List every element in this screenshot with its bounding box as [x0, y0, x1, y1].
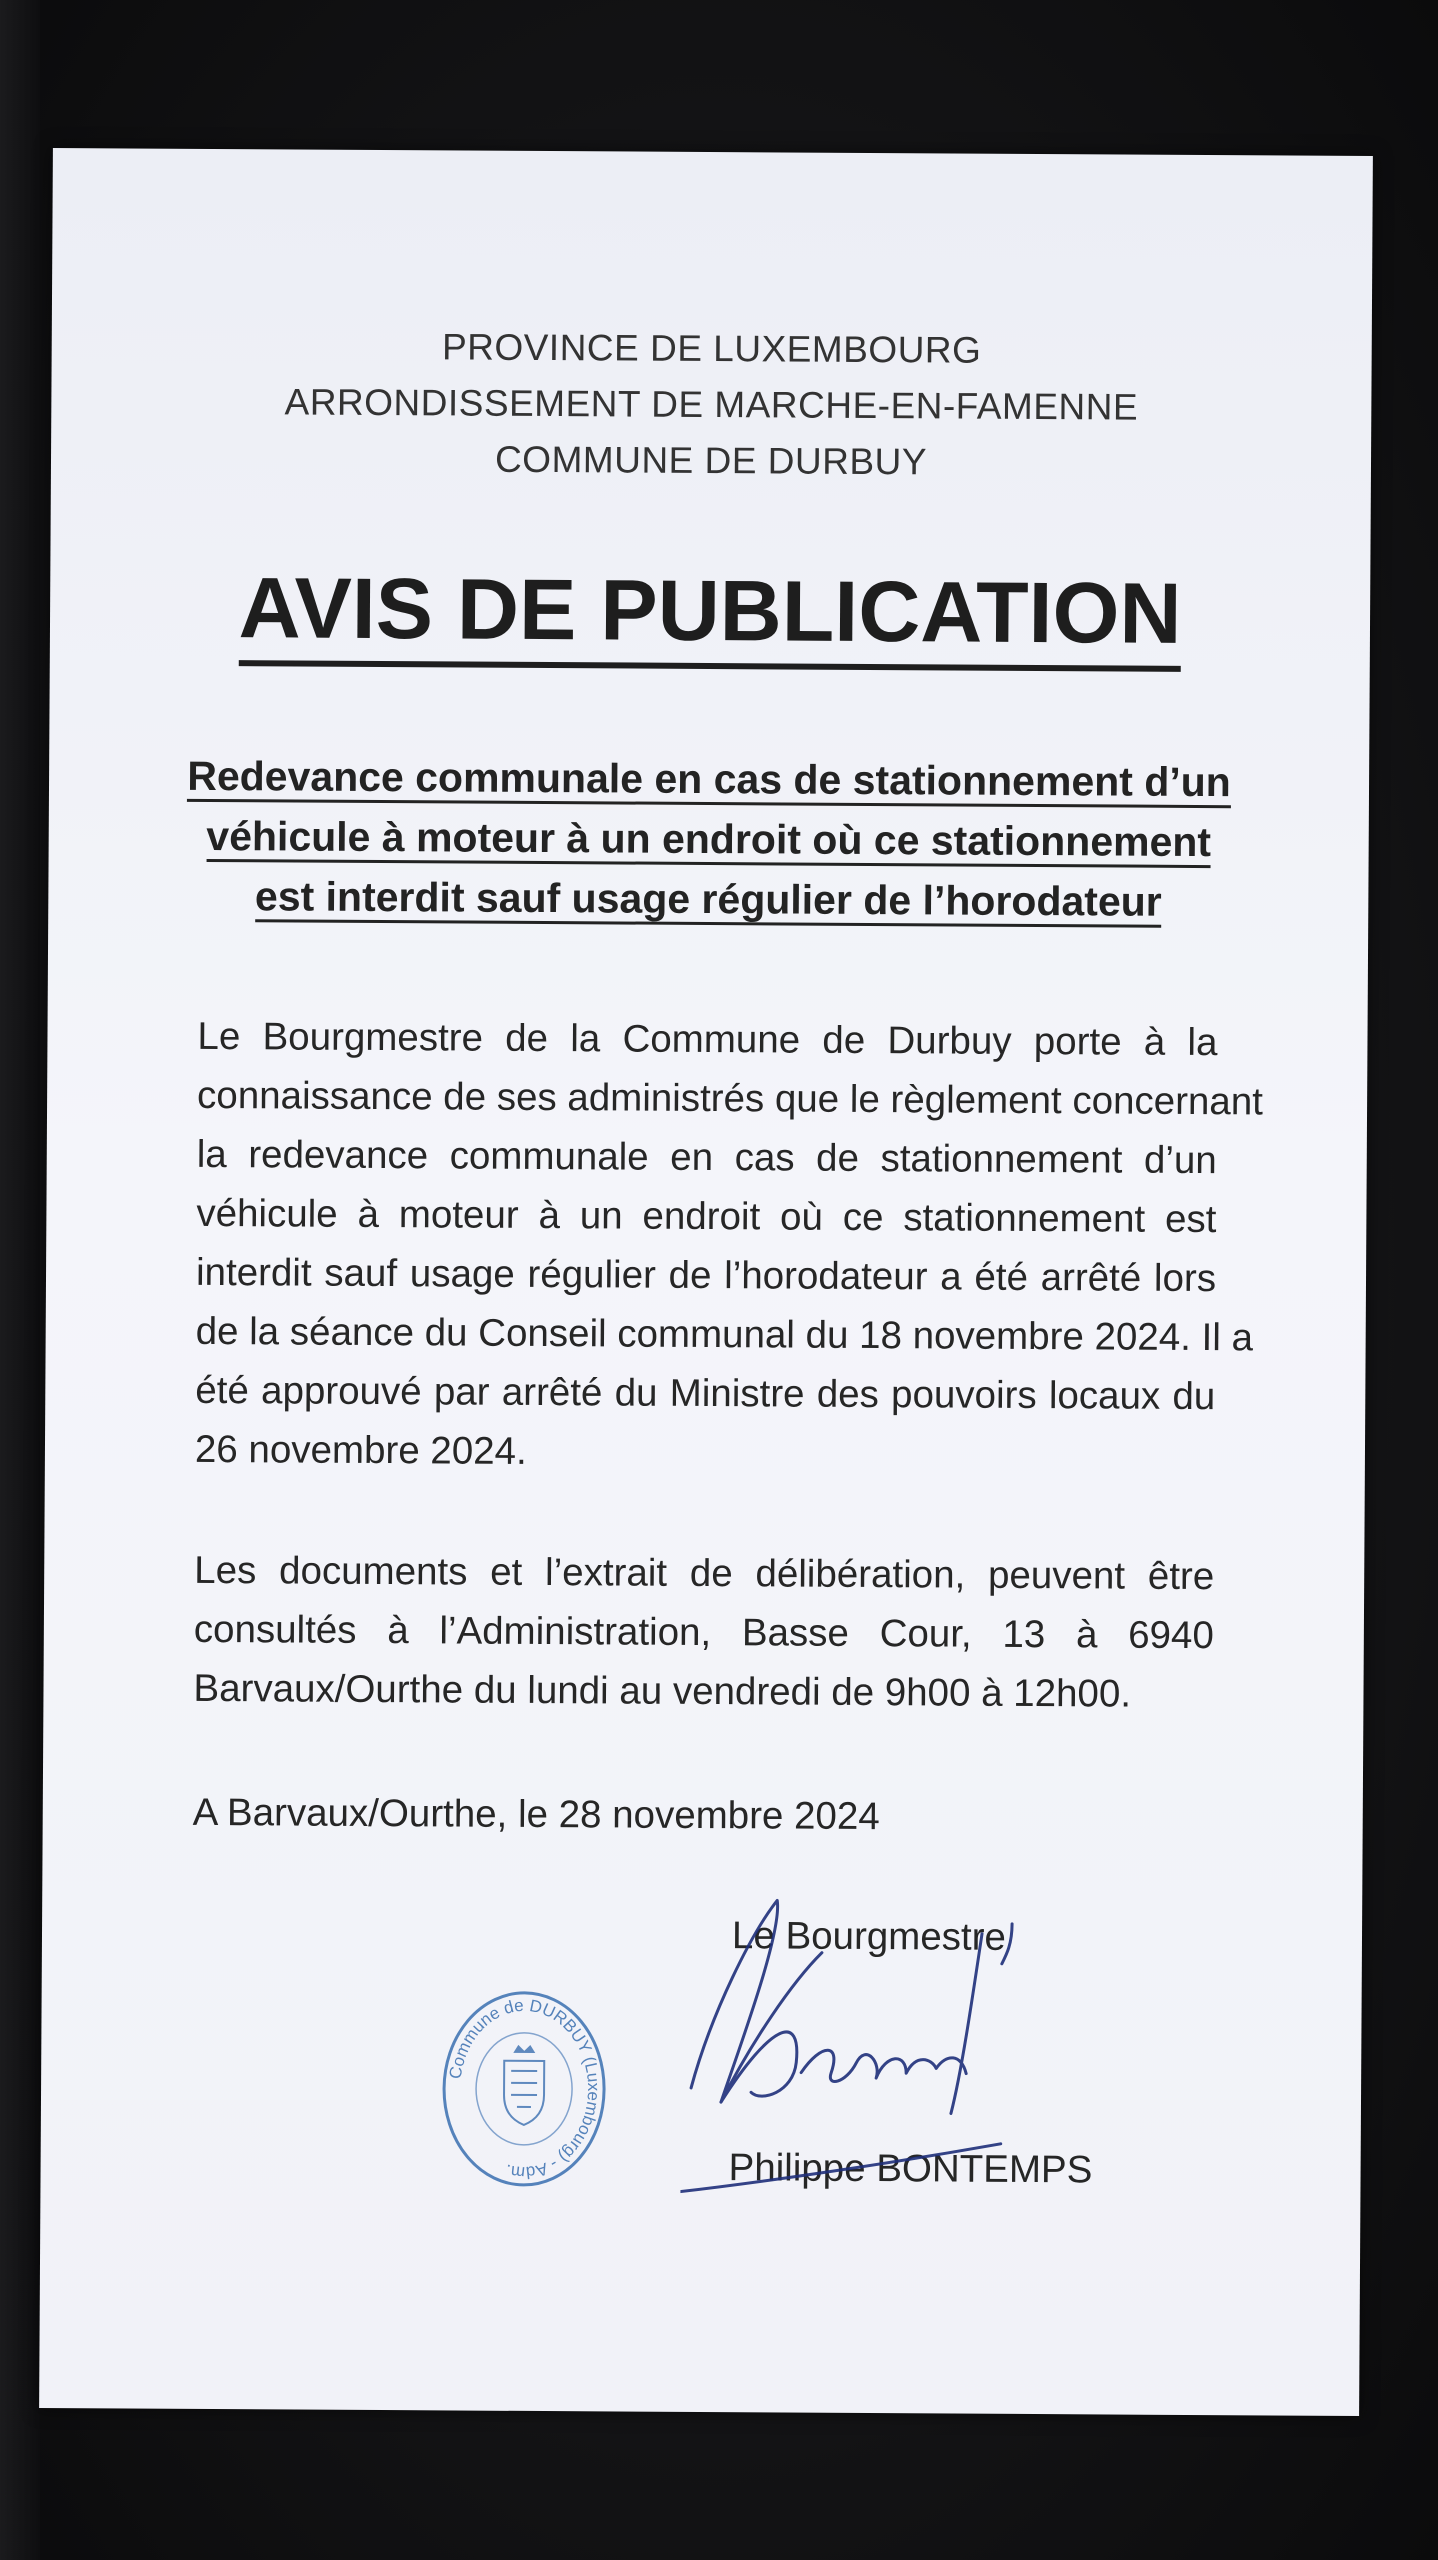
header-commune: COMMUNE DE DURBUY [494, 438, 928, 483]
paragraph2-line: Les documents et l’extrait de délibération, peuvent être [194, 1548, 1215, 1599]
display-frame-edge [0, 0, 40, 2560]
paragraph1-line: été approuvé par arrêté du Ministre des pouvoirs locaux du [195, 1368, 1216, 1419]
paragraph2-line: consultés à l’Administration, Basse Cour, 13 à 6940 [193, 1607, 1214, 1658]
svg-text:Commune de DURBUY (Luxembourg) [445, 1995, 604, 2182]
paragraph1-line: la redevance communale en cas de stationnement d’un [196, 1132, 1217, 1183]
paragraph1-line: véhicule à moteur à un endroit où ce stationnement est [196, 1191, 1217, 1242]
subject-line-1 [49, 752, 1369, 807]
subject-text-1: Redevance communale en cas de stationnement d’un [187, 753, 1231, 808]
subject-line-2 [49, 812, 1369, 867]
header-province: PROVINCE DE LUXEMBOURG [441, 326, 982, 371]
paragraph1-line: 26 novembre 2024. [194, 1427, 527, 1473]
subject-text-2: véhicule à moteur à un endroit où ce stationnement [206, 813, 1211, 868]
stamp-text: Commune de DURBUY (Luxembourg) - Adm. [445, 1995, 604, 2183]
paragraph1-line: de la séance du Conseil communal du 18 novembre 2024. Il a [195, 1309, 1254, 1360]
paragraph2-line: Barvaux/Ourthe du lundi au vendredi de 9h00 à 12h00. [193, 1666, 1132, 1716]
place-date: A Barvaux/Ourthe, le 28 novembre 2024 [192, 1790, 880, 1839]
paragraph1-line: Le Bourgmestre de la Commune de Durbuy porte à la [197, 1014, 1218, 1065]
commune-stamp [440, 1988, 607, 2189]
subject-text-3: est interdit sauf usage régulier de l’horodateur [255, 873, 1162, 928]
document-title [50, 558, 1371, 665]
coat-of-arms-icon [504, 2045, 544, 2125]
paragraph1-line: interdit sauf usage régulier de l’horodateur a été arrêté lors [195, 1250, 1217, 1301]
paragraph1-line: connaissance de ses administrés que le règlement concernant [196, 1073, 1264, 1124]
header-arrondissement: ARRONDISSEMENT DE MARCHE-EN-FAMENNE [284, 381, 1139, 428]
document-title-text: AVIS DE PUBLICATION [238, 560, 1181, 672]
notice-document [39, 148, 1373, 2416]
signatory-role: Le Bourgmestre [731, 1914, 1007, 1959]
signatory-name: Philippe BONTEMPS [728, 2146, 1093, 2192]
signature-scribble [680, 1892, 1102, 2215]
subject-line-3 [48, 872, 1368, 927]
